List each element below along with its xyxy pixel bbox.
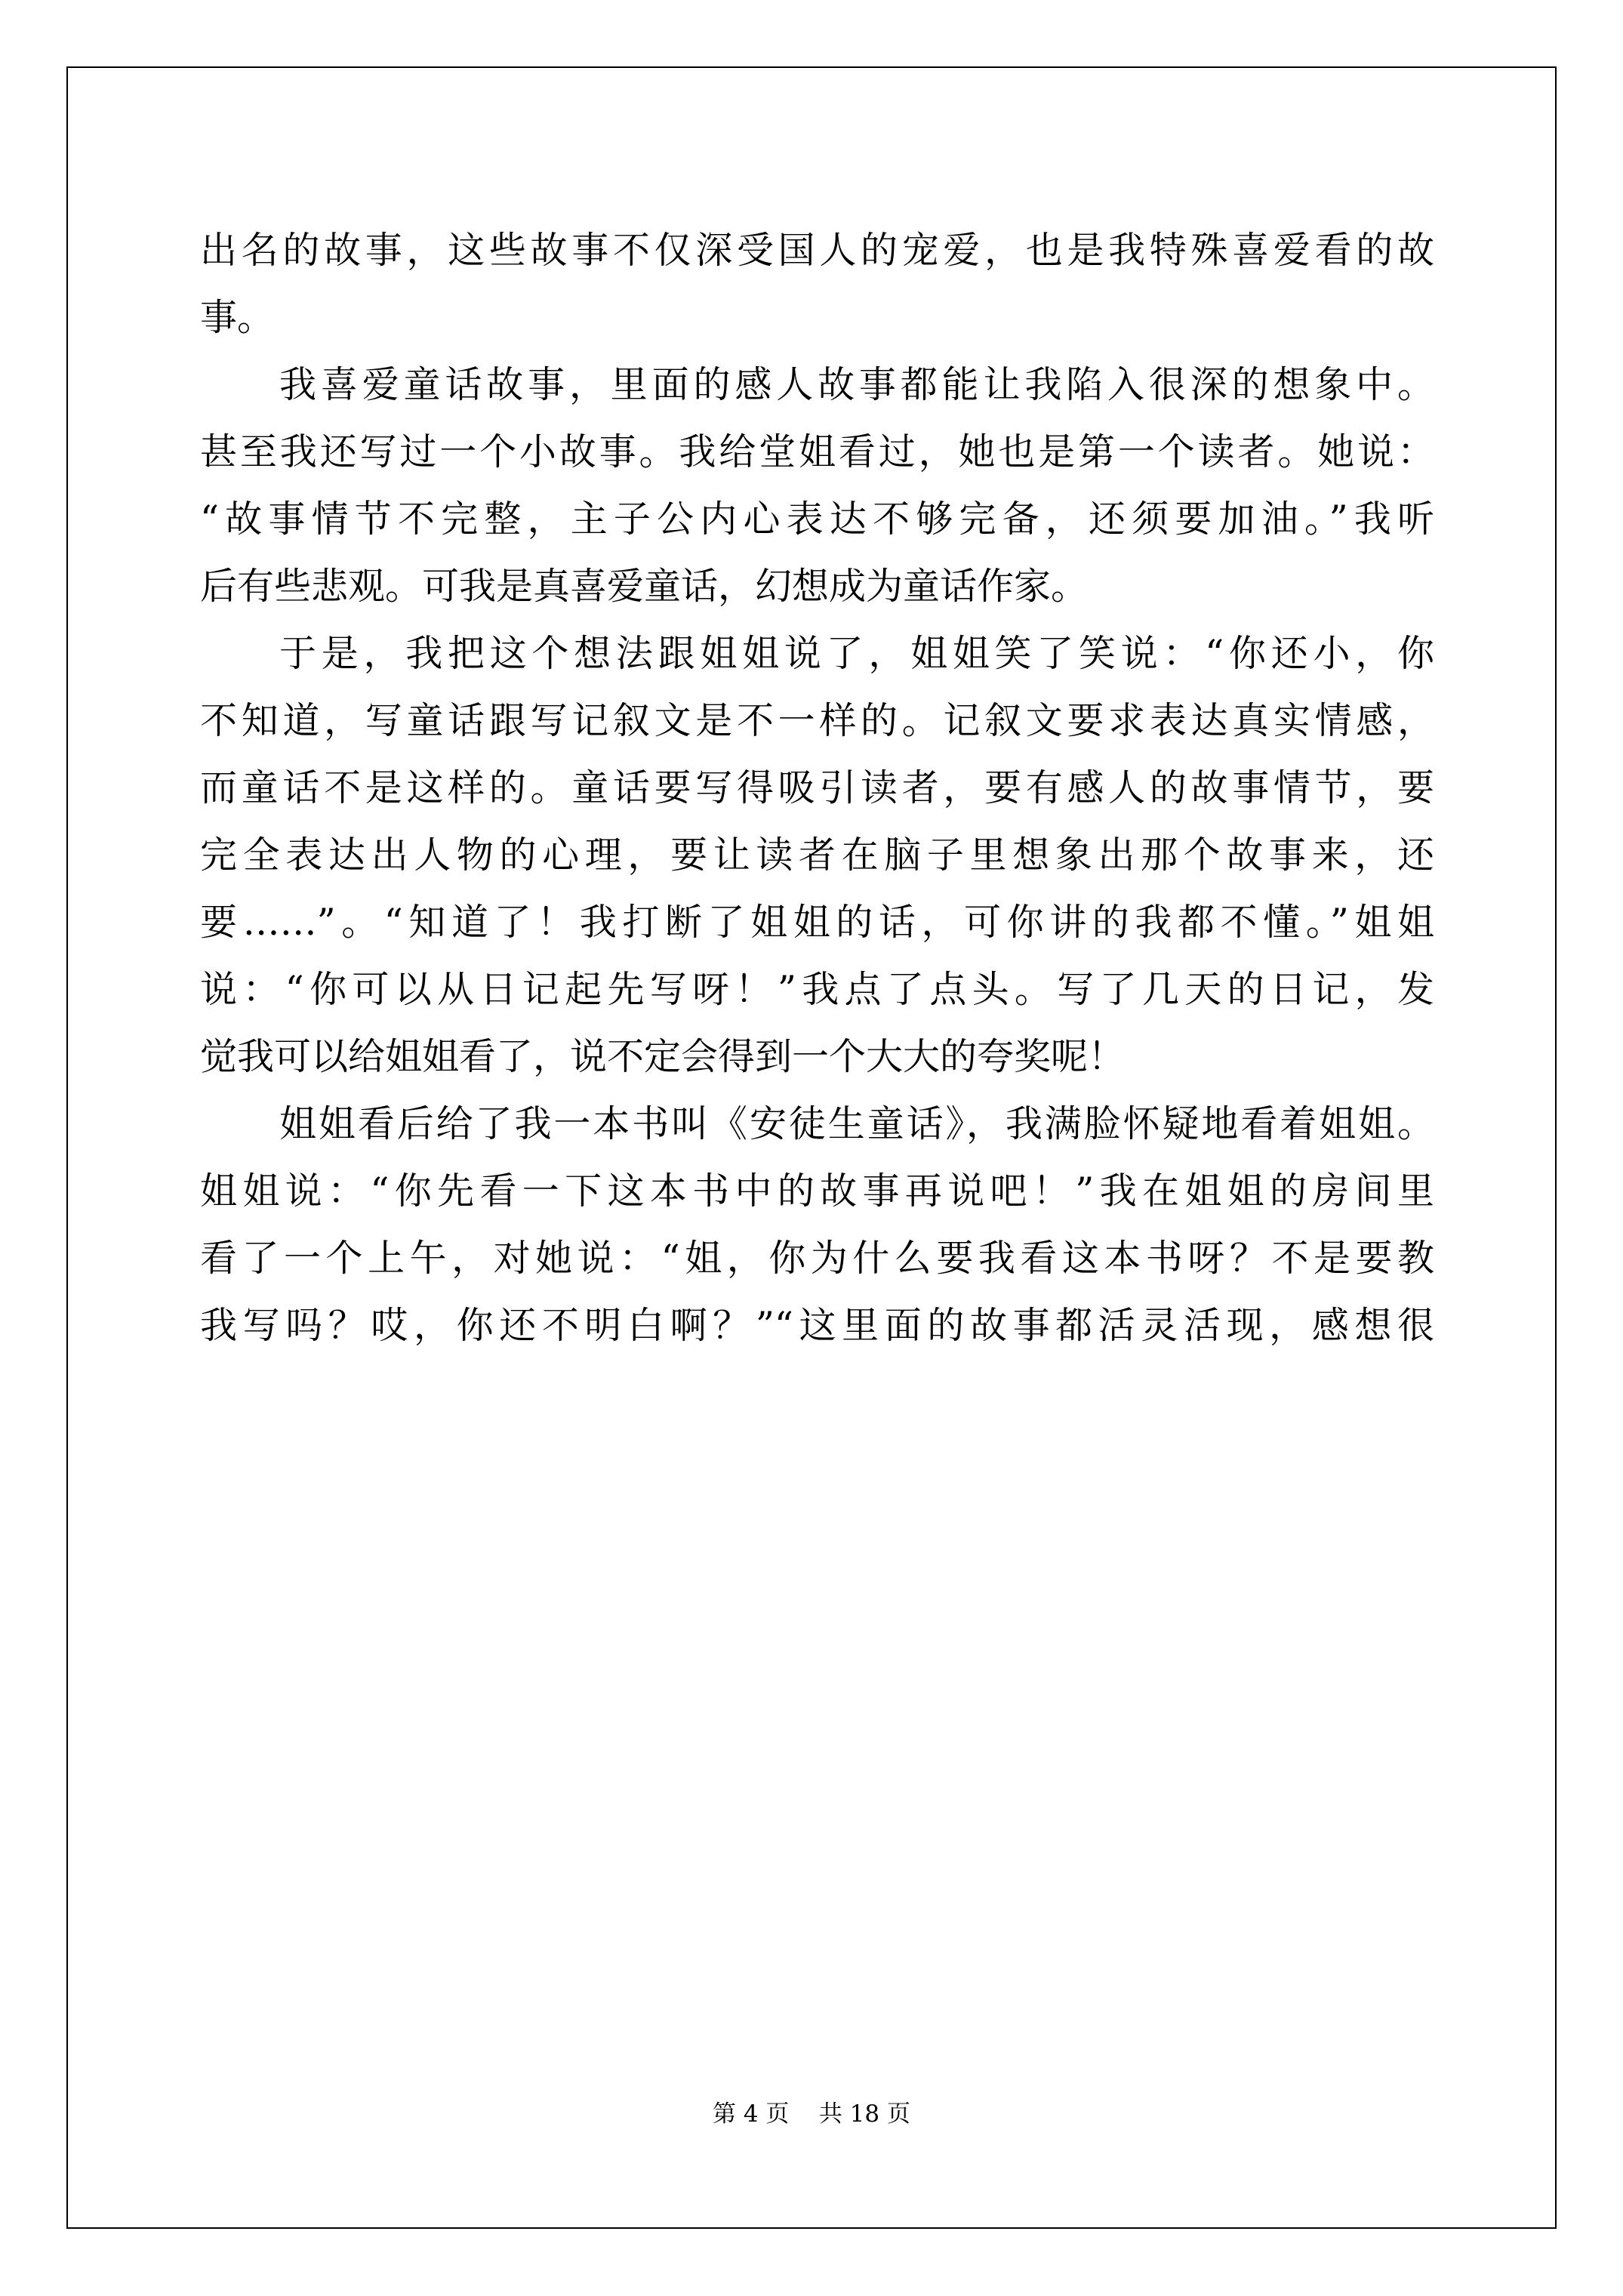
text-line-16: 看了一个上午，对她说：“姐，你为什么要我看这本书呀？不是要教 xyxy=(200,1237,1434,1280)
text-line-14: 姐姐看后给了我一本书叫《安徒生童话》，我满脸怀疑地看着姐姐。 xyxy=(279,1102,1434,1145)
text-line-9: 而童话不是这样的。童话要写得吸引读者，要有感人的故事情节，要 xyxy=(200,766,1434,809)
text-line-7: 于是，我把这个想法跟姐姐说了，姐姐笑了笑说：“你还小，你 xyxy=(279,632,1434,675)
text-line-12: 说：“你可以从日记起先写呀！”我点了点头。写了几天的日记，发 xyxy=(200,968,1434,1011)
text-line-2: 事。 xyxy=(200,296,275,339)
text-line-5: “故事情节不完整，主子公内心表达不够完备，还须要加油。”我听 xyxy=(200,498,1434,541)
text-line-4: 甚至我还写过一个小故事。我给堂姐看过，她也是第一个读者。她说： xyxy=(200,430,1434,473)
text-line-15: 姐姐说：“你先看一下这本书中的故事再说吧！”我在姐姐的房间里 xyxy=(200,1170,1434,1213)
text-line-6: 后有些悲观。可我是真喜爱童话，幻想成为童话作家。 xyxy=(200,565,1089,608)
text-line-1: 出名的故事，这些故事不仅深受国人的宠爱，也是我特殊喜爱看的故 xyxy=(200,229,1434,272)
page-number: 第 4 页 共 18 页 xyxy=(712,2100,910,2128)
text-line-3: 我喜爱童话故事，里面的感人故事都能让我陷入很深的想象中。 xyxy=(279,363,1434,406)
text-line-11: 要……”。“知道了！我打断了姐姐的话，可你讲的我都不懂。”姐姐 xyxy=(200,901,1434,944)
text-line-8: 不知道，写童话跟写记叙文是不一样的。记叙文要求表达真实情感， xyxy=(200,699,1434,742)
text-line-13: 觉我可以给姐姐看了，说不定会得到一个大大的夸奖呢！ xyxy=(200,1035,1126,1078)
text-line-10: 完全表达出人物的心理，要让读者在脑子里想象出那个故事来，还 xyxy=(200,834,1434,877)
text-line-17: 我写吗？哎，你还不明白啊？”“这里面的故事都活灵活现，感想很 xyxy=(200,1304,1434,1347)
